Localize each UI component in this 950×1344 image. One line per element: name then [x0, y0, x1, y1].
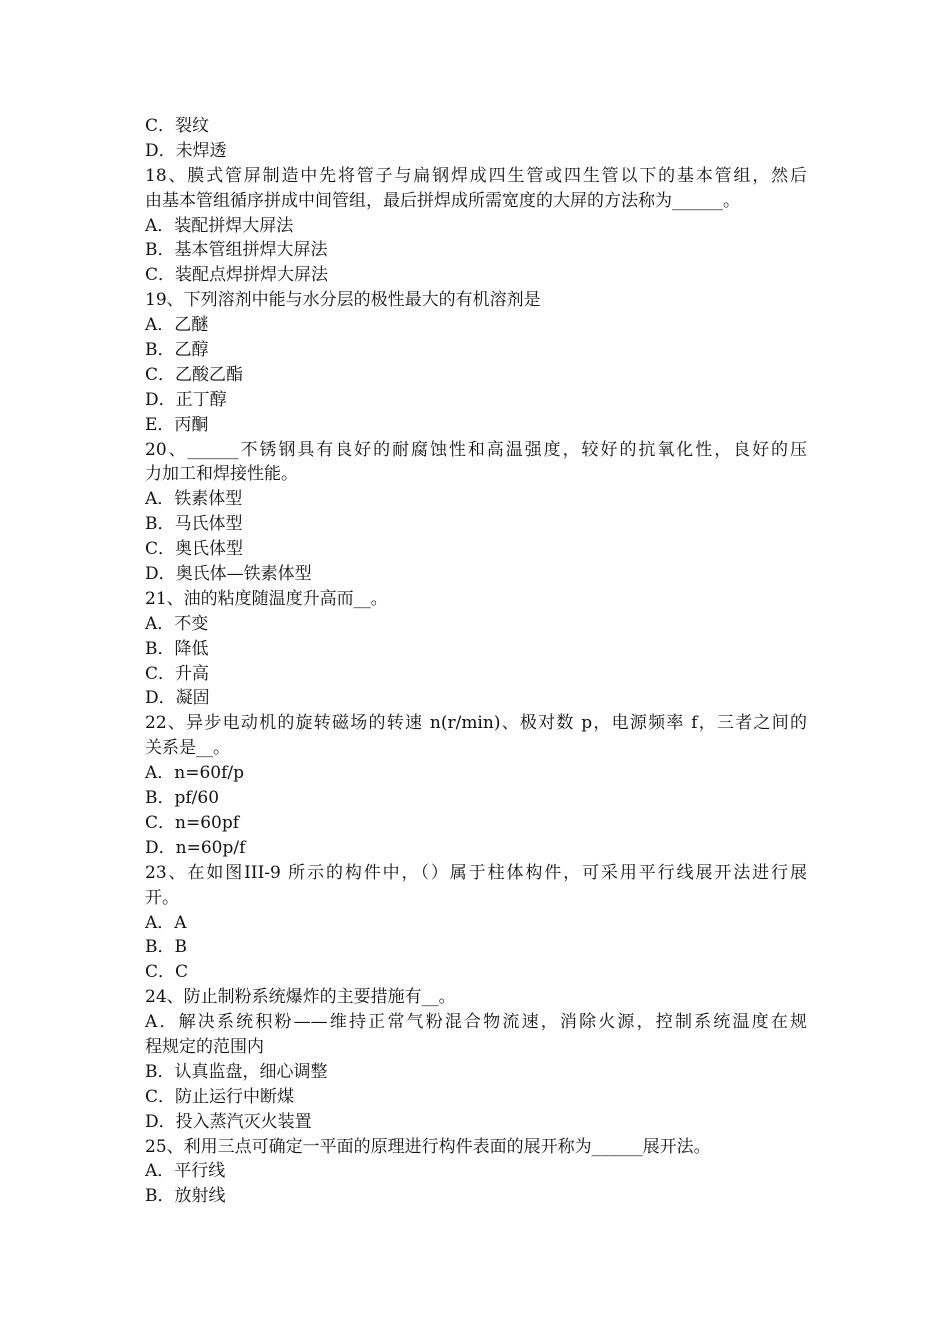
- question-19: 19、下列溶剂中能与水分层的极性最大的有机溶剂是: [145, 290, 541, 311]
- option-a: A．不变: [145, 613, 209, 634]
- question-25: 25、利用三点可确定一平面的原理进行构件表面的展开称为______展开法。: [145, 1136, 711, 1157]
- option-d-incomplete-penetration: D．未焊透: [145, 140, 227, 161]
- option-b: B．pf/60: [145, 788, 220, 809]
- option-d: D．奥氏体—铁素体型: [145, 564, 312, 585]
- question-18-line-2: 由基本管组循序拼成中间管组，最后拼焊成所需宽度的大屏的方法称为______。: [145, 190, 740, 211]
- option-c-crack: C．裂纹: [145, 116, 210, 136]
- question-21: 21、油的粘度随温度升高而__。: [145, 588, 388, 609]
- document-page: [145, 114, 807, 1209]
- option-b: B．马氏体型: [145, 514, 243, 535]
- option-a-line-1: A．解决系统积粉——维持正常气粉混合物流速，消除火源，控制系统温度在规: [145, 1012, 807, 1033]
- question-20-line-1: 20、______不锈钢具有良好的耐腐蚀性和高温强度，较好的抗氧化性，良好的压: [145, 439, 807, 460]
- option-b: B．认真监盘，细心调整: [145, 1061, 328, 1082]
- option-c: C．n=60pf: [145, 812, 240, 833]
- question-23-line-1: 23、在如图III-9 所示的构件中，（）属于柱体构件，可采用平行线展开法进行展: [145, 862, 807, 883]
- question-20-line-2: 力加工和焊接性能。: [145, 464, 298, 485]
- option-a: A．乙醚: [145, 315, 209, 336]
- option-d: D．凝固: [145, 688, 210, 709]
- option-b: B．基本管组拼焊大屏法: [145, 240, 328, 261]
- option-a: A．铁素体型: [145, 489, 243, 510]
- option-c: C．装配点焊拼焊大屏法: [145, 265, 329, 286]
- question-18-line-1: 18、膜式管屏制造中先将管子与扁钢焊成四生管或四生管以下的基本管组，然后: [145, 165, 807, 186]
- option-a-line-2: 程规定的范围内: [145, 1036, 264, 1057]
- question-22-line-2: 关系是__。: [145, 738, 230, 759]
- option-d: D．投入蒸汽灭火装置: [145, 1111, 312, 1132]
- option-e: E．丙酮: [145, 414, 209, 435]
- option-a: A．装配拼焊大屏法: [145, 215, 294, 236]
- option-c: C．乙酸乙酯: [145, 364, 244, 385]
- question-24: 24、防止制粉系统爆炸的主要措施有__。: [145, 987, 456, 1008]
- option-b: B．放射线: [145, 1186, 226, 1207]
- question-23-line-2: 开。: [145, 887, 179, 908]
- option-b: B．乙醇: [145, 340, 209, 361]
- option-c: C．奥氏体型: [145, 539, 244, 560]
- question-22-line-1: 22、异步电动机的旋转磁场的转速 n(r/min)、极对数 p，电源频率 f，三者之间的: [145, 713, 807, 734]
- option-d: D．n=60p/f: [145, 837, 246, 858]
- option-a: A．n=60f/p: [145, 763, 245, 784]
- option-c: C．C: [145, 962, 189, 983]
- option-d: D．正丁醇: [145, 389, 227, 410]
- option-c: C．升高: [145, 663, 210, 684]
- option-a: A．A: [145, 912, 187, 933]
- option-c: C．防止运行中断煤: [145, 1086, 295, 1107]
- option-b: B．降低: [145, 638, 209, 659]
- option-b: B．B: [145, 937, 187, 958]
- option-a: A．平行线: [145, 1161, 226, 1182]
